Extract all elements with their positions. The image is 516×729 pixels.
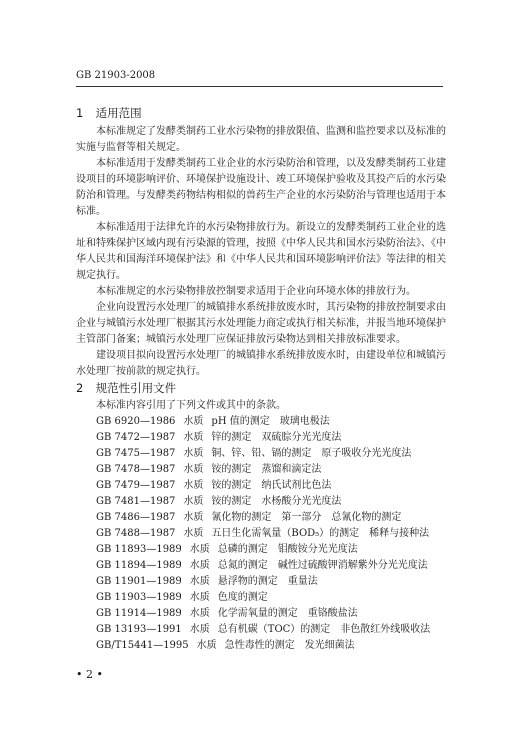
reference-code: GB 6920—1986	[96, 416, 176, 427]
reference-item	[96, 638, 438, 654]
reference-code: GB 7475—1987	[96, 448, 176, 459]
reference-cat: 水质	[183, 480, 204, 491]
reference-title: 锌的测定 双硫腙分光光度法	[211, 432, 342, 443]
reference-item	[96, 606, 438, 622]
reference-cat: 水质	[183, 416, 204, 427]
reference-title: 铵的测定 水杨酸分光光度法	[211, 496, 342, 507]
section-2-intro: 本标准内容引用了下列文件或其中的条款。	[96, 400, 286, 411]
reference-code: GB 13193—1991	[96, 624, 182, 635]
reference-item	[96, 478, 438, 494]
section-1-title: 适用范围	[95, 106, 142, 120]
paragraph-line: 标准。	[76, 206, 106, 217]
paragraph-line: 华人民共和国海洋环境保护法》和《中华人民共和国环境影响评价法》等法律的相关	[76, 254, 446, 265]
reference-item	[96, 414, 438, 430]
paragraph-line: 实施与监督等相关规定。	[76, 142, 186, 153]
reference-cat: 水质	[189, 608, 210, 619]
paragraph-line: 主管部门备案；城镇污水处理厂应保证排放污染物达到相关排放标准要求。	[76, 334, 406, 345]
reference-title: 五日生化需氧量（BOD₅）的测定 稀释与接种法	[211, 528, 430, 539]
reference-title: pH 值的测定 玻璃电极法	[211, 416, 330, 427]
section-2-heading	[76, 380, 176, 396]
reference-code: GB 7479—1987	[96, 480, 176, 491]
reference-title: 总氮的测定 碱性过硫酸钾消解紫外分光光度法	[217, 560, 428, 571]
page-number: • 2 •	[76, 668, 103, 681]
reference-item	[96, 462, 438, 478]
paragraph-line: 企业向设置污水处理厂的城镇排水系统排放废水时，其污染物的排放控制要求由	[96, 302, 446, 313]
reference-cat: 水质	[189, 560, 210, 571]
reference-code: GB 11914—1989	[96, 608, 182, 619]
reference-cat: 水质	[189, 576, 210, 587]
reference-cat: 水质	[183, 448, 204, 459]
reference-cat: 水质	[183, 496, 204, 507]
reference-cat: 水质	[189, 592, 210, 603]
reference-title: 急性毒性的测定 发光细菌法	[224, 640, 355, 651]
reference-list	[96, 414, 438, 654]
reference-item	[96, 574, 438, 590]
reference-cat: 水质	[189, 624, 210, 635]
reference-code: GB 7472—1987	[96, 432, 176, 443]
document-header: GB 21903-2008	[76, 70, 156, 81]
section-1-body	[76, 124, 446, 380]
reference-title: 总有机碳（TOC）的测定 非色散红外线吸收法	[217, 624, 431, 635]
reference-title: 悬浮物的测定 重量法	[217, 576, 318, 587]
reference-item	[96, 622, 438, 638]
section-2-body	[76, 398, 443, 414]
reference-title: 铜、锌、铅、镉的测定 原子吸收分光光度法	[211, 448, 412, 459]
paragraph-line: 水处理厂按前款的规定执行。	[76, 366, 206, 377]
paragraph-line: 规定执行。	[76, 270, 126, 281]
header-rule	[76, 86, 443, 87]
reference-item	[96, 526, 438, 542]
reference-title: 化学需氧量的测定 重铬酸盐法	[217, 608, 358, 619]
reference-code: GB 7488—1987	[96, 528, 176, 539]
reference-cat: 水质	[189, 544, 210, 555]
paragraph-line: 本标准适用于法律允许的水污染物排放行为。新设立的发酵类制药工业企业的选	[96, 222, 446, 233]
reference-item	[96, 558, 438, 574]
reference-code: GB 7481—1987	[96, 496, 176, 507]
section-1-heading	[76, 105, 142, 121]
paragraph-line: 设项目的环境影响评价、环境保护设施设计、竣工环境保护验收及其投产后的水污染	[76, 174, 446, 185]
reference-code: GB 11894—1989	[96, 560, 182, 571]
reference-item	[96, 430, 438, 446]
paragraph-line: 本标准规定的水污染物排放控制要求适用于企业向环境水体的排放行为。	[96, 286, 416, 297]
reference-title: 铵的测定 纳氏试剂比色法	[211, 480, 332, 491]
reference-title: 铵的测定 蒸馏和滴定法	[211, 464, 322, 475]
reference-code: GB 7478—1987	[96, 464, 176, 475]
reference-item	[96, 510, 438, 526]
paragraph-line: 建设项目拟向设置污水处理厂的城镇排水系统排放废水时，由建设单位和城镇污	[96, 350, 446, 361]
section-2-title: 规范性引用文件	[95, 381, 177, 395]
reference-title: 氰化物的测定 第一部分 总氰化物的测定	[211, 512, 402, 523]
reference-cat: 水质	[183, 512, 204, 523]
reference-item	[96, 494, 438, 510]
reference-title: 色度的测定	[217, 592, 268, 603]
reference-code: GB 7486—1987	[96, 512, 176, 523]
reference-cat: 水质	[183, 432, 204, 443]
reference-item	[96, 542, 438, 558]
reference-code: GB 11903—1989	[96, 592, 182, 603]
reference-item	[96, 590, 438, 606]
reference-cat: 水质	[183, 528, 204, 539]
reference-item	[96, 446, 438, 462]
section-1-number: 1	[76, 106, 84, 120]
reference-title: 总磷的测定 钼酸铵分光光度法	[217, 544, 358, 555]
reference-code: GB/T15441—1995	[96, 640, 189, 651]
paragraph-line: 防治和管理。与发酵类药物结构相似的兽药生产企业的水污染防治与管理也适用于本	[76, 190, 446, 201]
reference-cat: 水质	[196, 640, 217, 651]
reference-cat: 水质	[183, 464, 204, 475]
reference-code: GB 11893—1989	[96, 544, 182, 555]
paragraph-line: 本标准适用于发酵类制药工业企业的水污染防治和管理，以及发酵类制药工业建	[96, 158, 446, 169]
paragraph-line: 址和特殊保护区域内现有污染源的管理，按照《中华人民共和国水污染防治法》、《中	[76, 238, 446, 249]
paragraph-line: 企业与城镇污水处理厂根据其污水处理能力商定或执行相关标准，并报当地环境保护	[76, 318, 446, 329]
section-2-number: 2	[76, 381, 84, 395]
reference-code: GB 11901—1989	[96, 576, 182, 587]
paragraph-line: 本标准规定了发酵类制药工业水污染物的排放限值、监测和监控要求以及标准的	[96, 126, 446, 137]
